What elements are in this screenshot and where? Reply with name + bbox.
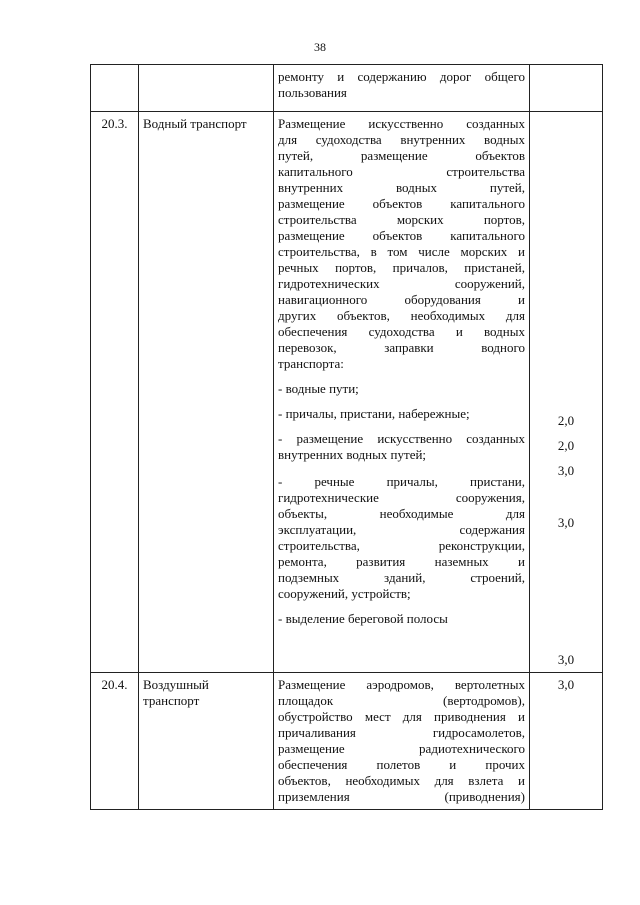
sub-item-line: эксплуатации, содержания <box>278 522 525 537</box>
type-line: Воздушный <box>143 677 209 692</box>
type-line: транспорт <box>143 693 200 708</box>
description-line: площадок (вертодромов), <box>278 693 525 708</box>
description-line: приземления (приводнения) <box>278 789 525 804</box>
description-block <box>278 116 525 372</box>
sub-item-line: объекты, необходимые для <box>278 506 525 521</box>
description-line: Размещение искусственно созданных <box>278 116 525 131</box>
sub-item-value: 3,0 <box>557 515 575 530</box>
description-line: строительства морских портов, <box>278 212 525 227</box>
description-line: пользования <box>278 85 347 100</box>
description-line: речных портов, причалов, пристаней, <box>278 260 525 275</box>
table-row <box>91 112 603 673</box>
sub-item-line: - речные причалы, пристани, <box>278 474 525 489</box>
value-spacer <box>534 116 598 413</box>
sub-item-line: - размещение искусственно созданных <box>278 431 525 446</box>
description-line: путей, размещение объектов <box>278 148 525 163</box>
row-type-cell <box>139 65 274 112</box>
description-line: других объектов, необходимых для <box>278 308 525 323</box>
sub-item-line: ремонта, развития наземных и <box>278 554 525 569</box>
sub-item <box>278 381 525 397</box>
sub-item-line: внутренних водных путей; <box>278 447 427 462</box>
sub-item-line: строительства, реконструкции, <box>278 538 525 553</box>
description-line: гидротехнических сооружений, <box>278 276 525 291</box>
row-value-cell: 3,0 <box>530 673 603 810</box>
sub-item <box>278 611 525 627</box>
description-line: капитального строительства <box>278 164 525 179</box>
row-value-cell <box>530 65 603 112</box>
description-line: обеспечения судоходства и водных <box>278 324 525 339</box>
row-description-cell <box>274 112 530 673</box>
description-line: строительства, в том числе морских и <box>278 244 525 259</box>
sub-item <box>278 406 525 422</box>
row-description-cell <box>274 673 530 810</box>
sub-item-value: 2,0 <box>557 413 575 428</box>
description-line: причаливания гидросамолетов, <box>278 725 525 740</box>
description-line: для судоходства внутренних водных <box>278 132 525 147</box>
description-line: обустройство мест для приводнения и <box>278 709 525 724</box>
sub-item-line: подземных зданий, строений, <box>278 570 525 585</box>
sub-item-line: гидротехнические сооружения, <box>278 490 525 505</box>
page-number: 38 <box>314 40 326 54</box>
land-use-table <box>90 64 603 810</box>
description-line: перевозок, заправки водного <box>278 340 525 355</box>
sub-item-value: 3,0 <box>557 463 575 478</box>
description-line: внутренних водных путей, <box>278 180 525 195</box>
table-row <box>91 65 603 112</box>
description-line: ремонту и содержанию дорог общего <box>278 69 525 84</box>
sub-item <box>278 474 525 602</box>
sub-item-value: 2,0 <box>557 438 575 453</box>
sub-item-line: сооружений, устройств; <box>278 586 411 601</box>
row-description-cell <box>274 65 530 112</box>
row-value-cell <box>530 112 603 673</box>
row-number-cell: 20.3. <box>91 112 139 673</box>
description-line: объектов, необходимых для взлета и <box>278 773 525 788</box>
description-line: размещение радиотехнического <box>278 741 525 756</box>
sub-item-value: 3,0 <box>557 652 575 667</box>
sub-item-line: - выделение береговой полосы <box>278 611 448 626</box>
description-line: обеспечения полетов и прочих <box>278 757 525 772</box>
table-row <box>91 673 603 810</box>
row-type-cell: Водный транспорт <box>139 112 274 673</box>
description-line: размещение объектов капитального <box>278 228 525 243</box>
row-number-cell <box>91 65 139 112</box>
sub-item-line: - водные пути; <box>278 381 359 396</box>
row-number-cell: 20.4. <box>91 673 139 810</box>
row-type-cell <box>139 673 274 810</box>
sub-item <box>278 431 525 463</box>
description-line: Размещение аэродромов, вертолетных <box>278 677 525 692</box>
description-line: навигационного оборудования и <box>278 292 525 307</box>
description-line: транспорта: <box>278 356 344 371</box>
description-line: размещение объектов капитального <box>278 196 525 211</box>
sub-item-line: - причалы, пристани, набережные; <box>278 406 470 421</box>
